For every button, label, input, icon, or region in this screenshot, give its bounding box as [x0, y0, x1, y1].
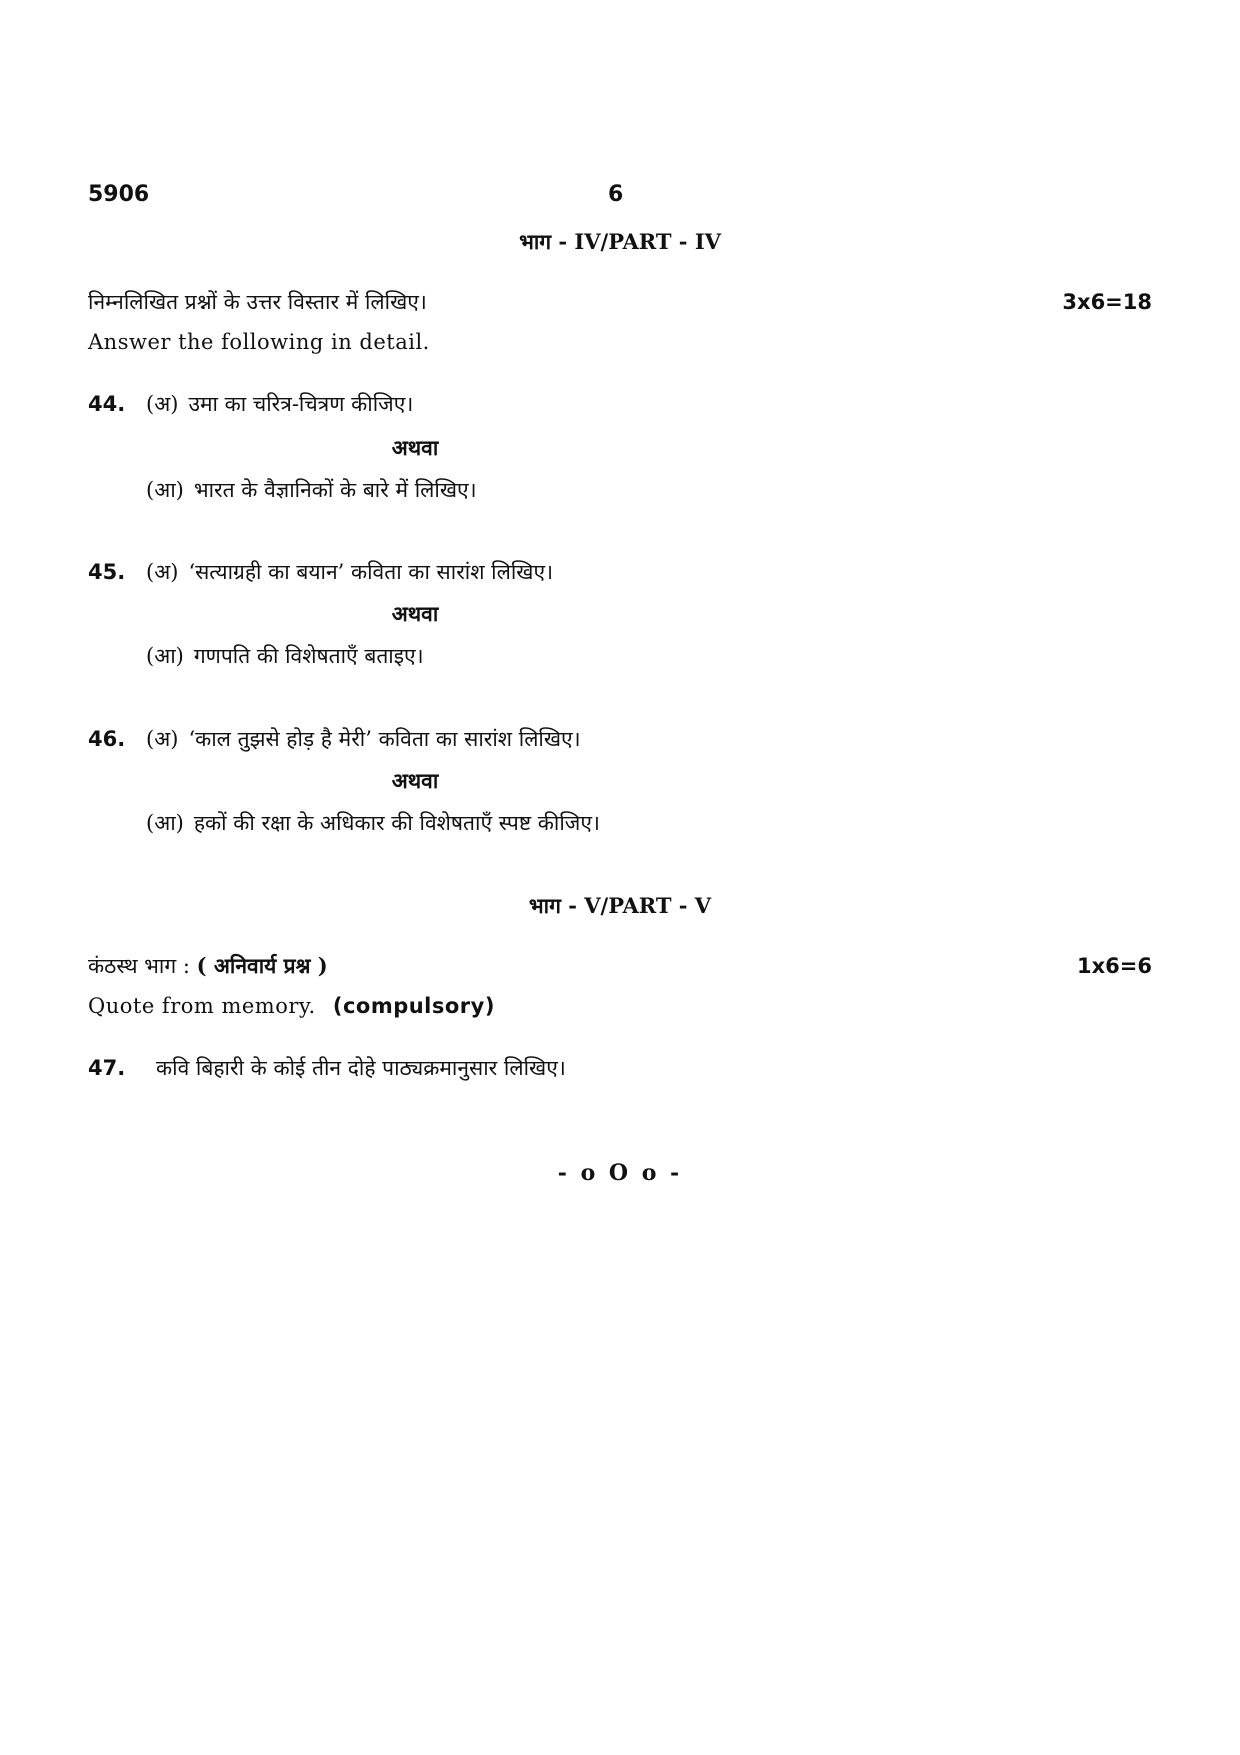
instruction-prefix: Quote from memory.	[88, 994, 316, 1018]
option-text: हकों की रक्षा के अधिकार की विशेषताएँ स्पष्ट कीजिए।	[193, 811, 600, 835]
question-number: 47.	[88, 1056, 126, 1080]
option-text: उमा का चरित्र-चित्रण कीजिए।	[188, 392, 414, 416]
part-4-instruction-english: Answer the following in detail.	[88, 330, 430, 354]
instruction-compulsory-english: (compulsory)	[332, 994, 495, 1018]
part-5-instruction-hindi	[88, 952, 328, 980]
question-option-a	[146, 558, 553, 586]
option-label: (अ)	[146, 392, 179, 416]
or-separator: अथवा	[391, 768, 439, 793]
question-text: कवि बिहारी के कोई तीन दोहे पाठ्यक्रमानुसार लिखिए।	[156, 1056, 566, 1080]
question-option-a	[146, 725, 581, 753]
part-4-marks: 3x6=18	[1062, 290, 1152, 314]
end-of-paper-mark: - o O o -	[557, 1160, 683, 1186]
part-5-instruction-english	[88, 994, 495, 1018]
option-label: (आ)	[146, 644, 184, 668]
option-text: ‘सत्याग्रही का बयान’ कविता का सारांश लिखिए।	[188, 560, 554, 584]
paper-code: 5906	[88, 182, 150, 207]
question-number: 46.	[88, 727, 126, 751]
instruction-compulsory-hindi: ( अनिवार्य प्रश्न )	[196, 953, 328, 978]
question-option-a	[146, 390, 413, 418]
instruction-prefix: कंठस्थ भाग :	[88, 954, 190, 978]
part-5-heading: भाग - V/PART - V	[528, 893, 712, 918]
question-number: 45.	[88, 560, 126, 584]
or-separator: अथवा	[391, 601, 439, 626]
question-option-b	[146, 642, 424, 670]
question-option-b	[146, 809, 600, 837]
part-4-heading: भाग - IV/PART - IV	[519, 229, 721, 254]
question-option-b	[146, 476, 477, 504]
or-separator: अथवा	[391, 435, 439, 460]
part-4-instruction-hindi: निम्नलिखित प्रश्नों के उत्तर विस्तार में लिखिए।	[88, 290, 427, 314]
option-label: (अ)	[146, 727, 179, 751]
part-5-marks: 1x6=6	[1077, 954, 1152, 978]
option-label: (आ)	[146, 478, 184, 502]
option-label: (अ)	[146, 560, 179, 584]
option-text: ‘काल तुझसे होड़ है मेरी’ कविता का सारांश लिखिए।	[188, 727, 581, 751]
page-number: 6	[608, 182, 624, 207]
question-number: 44.	[88, 392, 126, 416]
option-text: गणपति की विशेषताएँ बताइए।	[193, 644, 424, 668]
option-label: (आ)	[146, 811, 184, 835]
option-text: भारत के वैज्ञानिकों के बारे में लिखिए।	[193, 478, 477, 502]
